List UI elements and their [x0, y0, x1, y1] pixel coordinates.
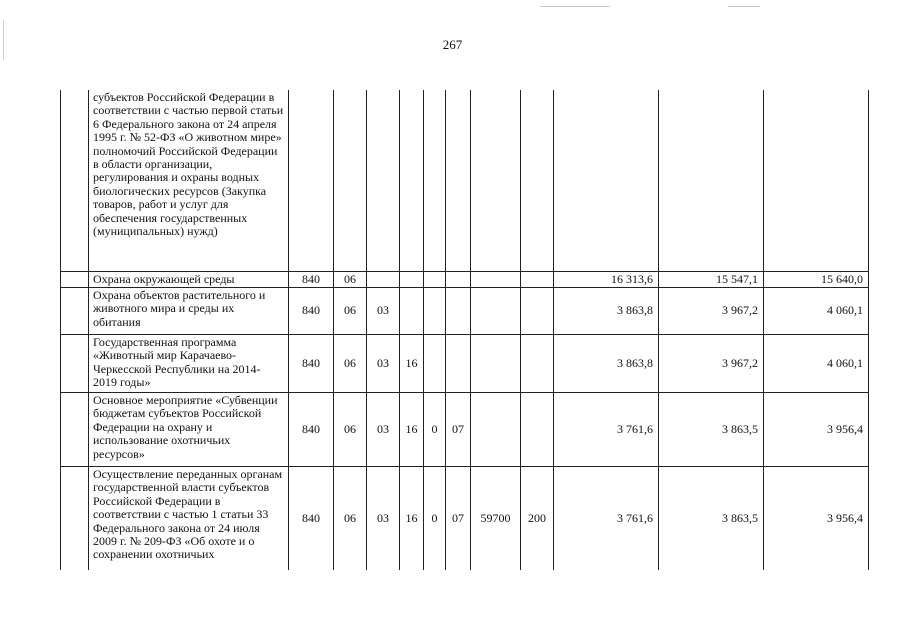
- row-name-cell: Осуществление переданных органам государственной власти субъектов Российской Федерации в соответствии с частью 1 статьи 33 Федерального закона от 24 июля 2009 г. № 209-ФЗ «Об охоте и о сохранении охотничьих: [89, 466, 289, 570]
- sum-year-2-cell: 3 967,2: [659, 334, 764, 392]
- event-code-cell: 07: [446, 392, 471, 466]
- scan-artifact-line: [540, 6, 610, 7]
- row-name-cell: Охрана объектов растительного и животного мира и среды их обитания: [89, 287, 289, 334]
- row-number-cell: [61, 90, 89, 271]
- row-name-cell: Охрана окружающей среды: [89, 271, 289, 287]
- ministry-code-cell: 840: [289, 271, 334, 287]
- sum-year-3-cell: 3 956,4: [764, 392, 869, 466]
- sum-year-1-cell: 3 863,8: [554, 334, 659, 392]
- row-name-cell: субъектов Российской Федерации в соответствии с частью первой статьи 6 Федерального закона от 24 апреля 1995 г. № 52-ФЗ «О животном мире» полномочий Российской Федерации в области организации, регулирования и охраны водных биологических ресурсов (Закупка товаров, работ и услуг для обеспечения государственных (муниципальных) нужд): [89, 90, 289, 271]
- row-number-cell: [61, 392, 89, 466]
- table-row: [61, 271, 869, 287]
- sum-year-2-cell: 3 863,5: [659, 466, 764, 570]
- row-number-cell: [61, 466, 89, 570]
- direction-code-cell: [471, 287, 521, 334]
- subprogram-code-cell: [424, 287, 446, 334]
- ministry-code-cell: 840: [289, 392, 334, 466]
- scan-artifact-line: [728, 6, 760, 7]
- table-row: [61, 392, 869, 466]
- page-number: 267: [442, 37, 463, 52]
- subprogram-code-cell: 0: [424, 466, 446, 570]
- sum-year-2-cell: 3 967,2: [659, 287, 764, 334]
- event-code-cell: 07: [446, 466, 471, 570]
- subsection-code-cell: [367, 90, 400, 271]
- program-code-cell: 16: [400, 334, 424, 392]
- subsection-code-cell: [367, 271, 400, 287]
- ministry-code-cell: 840: [289, 466, 334, 570]
- section-code-cell: 06: [334, 334, 367, 392]
- subprogram-code-cell: [424, 334, 446, 392]
- sum-year-3-cell: 3 956,4: [764, 466, 869, 570]
- event-code-cell: [446, 287, 471, 334]
- sum-year-2-cell: [659, 90, 764, 271]
- event-code-cell: [446, 271, 471, 287]
- section-code-cell: 06: [334, 271, 367, 287]
- expense-type-cell: [521, 334, 554, 392]
- ministry-code-cell: 840: [289, 287, 334, 334]
- program-code-cell: 16: [400, 392, 424, 466]
- sum-year-3-cell: [764, 90, 869, 271]
- subsection-code-cell: 03: [367, 334, 400, 392]
- section-code-cell: [334, 90, 367, 271]
- ministry-code-cell: 840: [289, 334, 334, 392]
- table-row: [61, 287, 869, 334]
- table-body: [61, 90, 869, 570]
- program-code-cell: [400, 287, 424, 334]
- direction-code-cell: 59700: [471, 466, 521, 570]
- direction-code-cell: [471, 334, 521, 392]
- sum-year-1-cell: 16 313,6: [554, 271, 659, 287]
- table-row: [61, 90, 869, 271]
- sum-year-3-cell: 15 640,0: [764, 271, 869, 287]
- direction-code-cell: [471, 392, 521, 466]
- sum-year-2-cell: 15 547,1: [659, 271, 764, 287]
- row-number-cell: [61, 271, 89, 287]
- subsection-code-cell: 03: [367, 287, 400, 334]
- direction-code-cell: [471, 90, 521, 271]
- sum-year-2-cell: 3 863,5: [659, 392, 764, 466]
- expense-type-cell: [521, 271, 554, 287]
- subprogram-code-cell: 0: [424, 392, 446, 466]
- sum-year-1-cell: 3 761,6: [554, 466, 659, 570]
- event-code-cell: [446, 334, 471, 392]
- expense-type-cell: [521, 392, 554, 466]
- subprogram-code-cell: [424, 90, 446, 271]
- expense-type-cell: 200: [521, 466, 554, 570]
- ministry-code-cell: [289, 90, 334, 271]
- sum-year-1-cell: [554, 90, 659, 271]
- sum-year-1-cell: 3 761,6: [554, 392, 659, 466]
- expense-type-cell: [521, 287, 554, 334]
- subprogram-code-cell: [424, 271, 446, 287]
- row-name-cell: Основное мероприятие «Субвенции бюджетам субъектов Российской Федерации на охрану и использование охотничьих ресурсов»: [89, 392, 289, 466]
- program-code-cell: 16: [400, 466, 424, 570]
- direction-code-cell: [471, 271, 521, 287]
- table-row: [61, 466, 869, 570]
- sum-year-1-cell: 3 863,8: [554, 287, 659, 334]
- sum-year-3-cell: 4 060,1: [764, 334, 869, 392]
- section-code-cell: 06: [334, 392, 367, 466]
- event-code-cell: [446, 90, 471, 271]
- subsection-code-cell: 03: [367, 466, 400, 570]
- section-code-cell: 06: [334, 287, 367, 334]
- row-number-cell: [61, 287, 89, 334]
- budget-table: [60, 90, 869, 570]
- subsection-code-cell: 03: [367, 392, 400, 466]
- program-code-cell: [400, 271, 424, 287]
- section-code-cell: 06: [334, 466, 367, 570]
- program-code-cell: [400, 90, 424, 271]
- expense-type-cell: [521, 90, 554, 271]
- table-row: [61, 334, 869, 392]
- sum-year-3-cell: 4 060,1: [764, 287, 869, 334]
- row-name-cell: Государственная программа «Животный мир Карачаево-Черкесской Республики на 2014-2019 годы»: [89, 334, 289, 392]
- row-number-cell: [61, 334, 89, 392]
